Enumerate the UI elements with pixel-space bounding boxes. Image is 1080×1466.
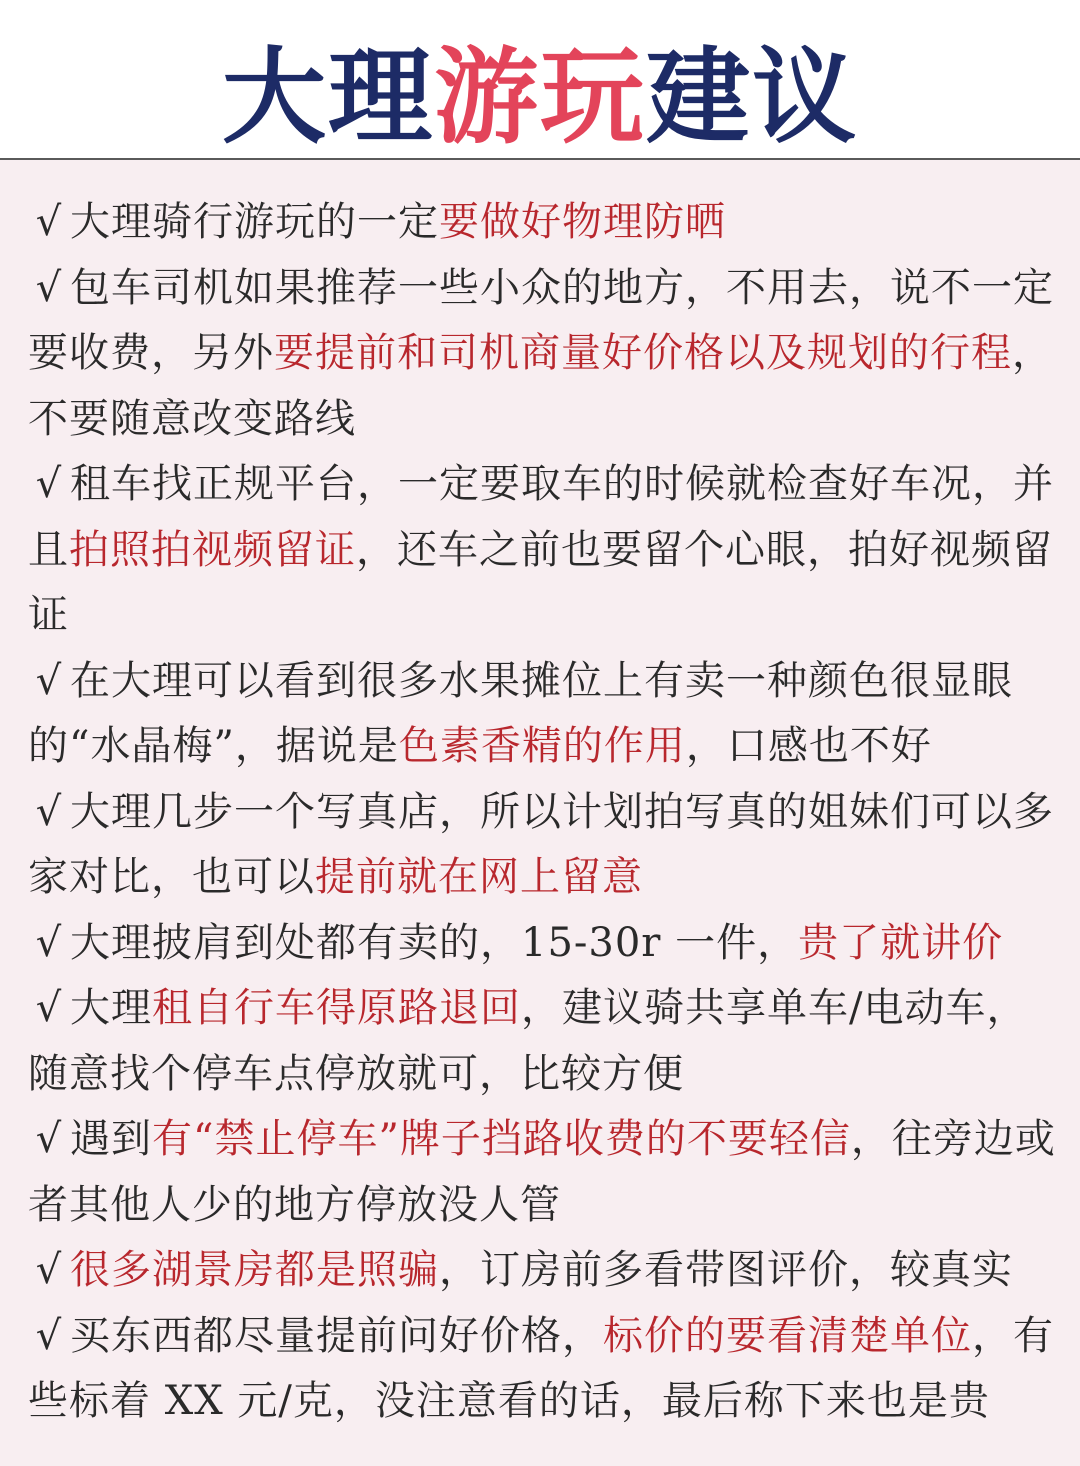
- page-title: [0, 32, 1080, 162]
- tip-text: ，还车之前也要留个心眼，拍好视频留证: [28, 526, 1053, 638]
- title-divider: [0, 158, 1080, 160]
- tip-highlight-text: 有“禁止停车”牌子挡路收费的不要轻信: [152, 1116, 851, 1162]
- tip-item: [28, 256, 1058, 453]
- tip-item: [28, 976, 1058, 1107]
- tip-item: [28, 452, 1058, 649]
- tip-text: ，有些标着 XX 元/克，没注意看的话，最后称下来也是贵: [28, 1312, 1054, 1424]
- tip-highlight-text: 标价的要看清楚单位: [603, 1312, 972, 1359]
- title-part-jianyi: 建议: [646, 36, 859, 158]
- check-mark-icon: √: [35, 1312, 63, 1359]
- check-mark-icon: √: [35, 657, 63, 704]
- tip-highlight-text: 租自行车得原路退回: [152, 985, 521, 1031]
- tip-highlight-text: 色素香精的作用: [398, 723, 686, 769]
- tip-text: 遇到: [70, 1116, 152, 1162]
- tip-text: 买东西都尽量提前问好价格，: [70, 1312, 603, 1359]
- tip-text: ，往旁边或者其他人少的地方停放没人管: [28, 1116, 1056, 1228]
- title-header: [0, 0, 1080, 160]
- check-mark-icon: √: [35, 919, 63, 966]
- tip-text: ，口感也不好: [685, 723, 932, 769]
- tip-text: 在大理可以看到很多水果摊位上有卖一种颜色很显眼的“水晶梅”，据说是: [28, 657, 1013, 769]
- check-mark-icon: √: [35, 461, 63, 507]
- tip-item: [28, 911, 1058, 977]
- tip-item: [28, 1107, 1058, 1238]
- tip-text: ，订房前多看带图评价，较真实: [439, 1247, 1013, 1293]
- check-mark-icon: √: [35, 788, 63, 835]
- tips-list: [28, 190, 1058, 1435]
- tip-highlight-text: 贵了就讲价: [798, 919, 1004, 966]
- tip-highlight-text: 拍照拍视频留证: [69, 526, 356, 573]
- check-mark-icon: √: [35, 985, 63, 1031]
- check-mark-icon: √: [35, 1116, 63, 1162]
- tip-text: 大理骑行游玩的一定: [70, 199, 439, 245]
- title-part-youwan: 游玩: [433, 36, 646, 158]
- tip-text: 租车找正规平台，一定要取车的时候就检查好车况，并且: [28, 461, 1054, 573]
- tip-highlight-text: 要提前和司机商量好价格以及规划的行程: [274, 330, 1012, 376]
- tip-text: 大理: [70, 985, 152, 1031]
- tip-item: [28, 649, 1058, 780]
- tip-text: 包车司机如果推荐一些小众的地方，不用去，说不一定要收费，另外: [28, 264, 1054, 376]
- tip-text: ，不要随意改变路线: [28, 330, 1053, 442]
- tip-item: [28, 1238, 1058, 1304]
- tip-item: [28, 190, 1058, 256]
- tip-text: ，建议骑共享单车/电动车，随意找个停车点停放就可，比较方便: [28, 985, 1028, 1097]
- check-mark-icon: √: [35, 264, 63, 311]
- tip-text: 大理几步一个写真店，所以计划拍写真的姐妹们可以多家对比，也可以: [28, 788, 1054, 900]
- tip-item: [28, 780, 1058, 911]
- tip-highlight-text: 要做好物理防晒: [439, 199, 726, 245]
- tip-highlight-text: 很多湖景房都是照骗: [70, 1247, 439, 1293]
- check-mark-icon: √: [35, 1247, 63, 1293]
- check-mark-icon: √: [35, 199, 63, 245]
- title-part-dali: 大理: [221, 36, 434, 158]
- tip-highlight-text: 提前就在网上留意: [315, 854, 643, 900]
- tip-item: [28, 1304, 1058, 1435]
- tip-text: 大理披肩到处都有卖的，15-30r 一件，: [70, 919, 799, 966]
